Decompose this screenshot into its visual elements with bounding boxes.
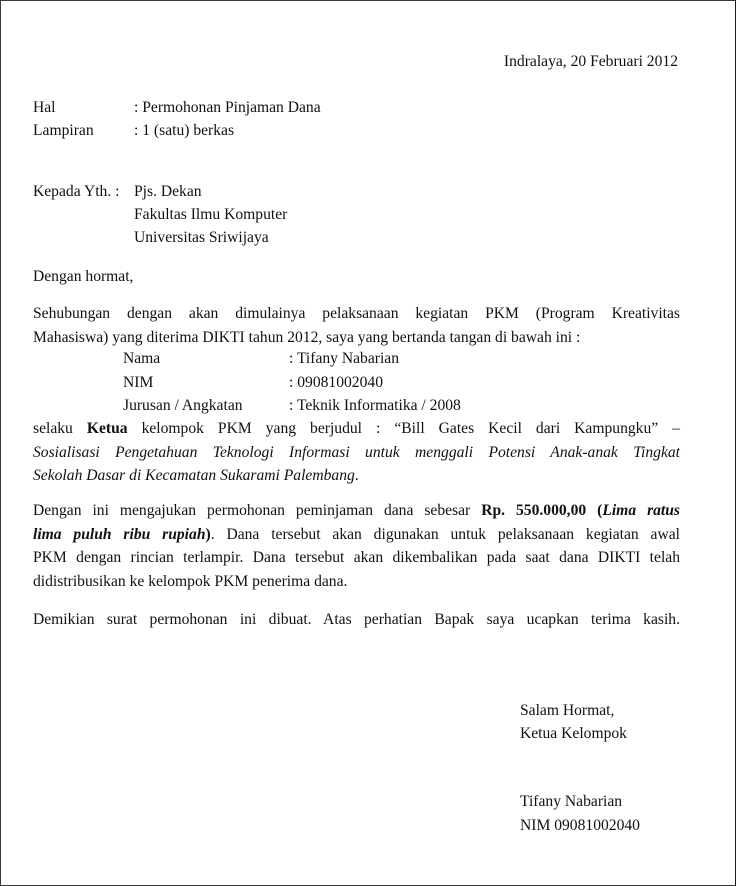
role-paragraph [33,417,680,488]
request-line [33,499,680,523]
request-line [33,523,680,547]
project-title-italic: Sosialisasi Pengetahuan Teknologi Informasi untuk menggali Potensi Anak-anak Tingkat [33,443,680,461]
request-paragraph [33,499,680,593]
request-amount-words: Lima ratus [602,502,681,519]
identity-label-nim: NIM [123,374,154,391]
role-prefix: selaku [33,420,87,437]
identity-value-name: : Tifany Nabarian [289,350,400,367]
request-rest: . Dana tersebut akan digunakan untuk pelaksanaan kegiatan awal [210,525,680,543]
role-line [33,441,680,465]
role-line [33,417,680,441]
identity-label-name: Nama [123,350,161,367]
intro-paragraph [33,302,680,349]
role-line [33,464,680,488]
recipient-label: Kepada Yth. : [33,183,120,200]
signature-salutation: Salam Hormat, [520,702,615,719]
attachment-label: Lampiran [33,122,94,139]
identity-value-nim: : 09081002040 [289,374,383,391]
project-title-italic: Sekolah Dasar di Kecamatan Sukarami Palembang [33,467,355,484]
request-open-paren: ( [586,502,603,519]
recipient-line: Fakultas Ilmu Komputer [134,206,288,223]
request-amount: Rp. 550.000,00 [481,502,587,519]
greeting: Dengan hormat, [33,268,134,285]
subject-label: Hal [33,99,56,116]
signature-position: Ketua Kelompok [520,725,627,742]
intro-line: Mahasiswa) yang diterima DIKTI tahun 2012, saya yang bertanda tangan di bawah ini : [33,328,581,346]
place-date: Indralaya, 20 Februari 2012 [503,53,678,70]
request-close-paren: ) [205,525,211,543]
request-line: PKM dengan rincian terlampir. Dana tersebut akan dikembalikan pada saat dana DIKTI telah [33,549,680,566]
attachment-value: : 1 (satu) berkas [134,122,235,139]
intro-line: Sehubungan dengan akan dimulainya pelaksanaan kegiatan PKM (Program Kreativitas [33,305,680,322]
recipient-line: Universitas Sriwijaya [134,229,269,246]
request-amount-words: lima puluh ribu rupiah [33,525,206,543]
role-rest: kelompok PKM yang berjudul : “Bill Gates Kecil dari Kampungku” – [127,420,680,437]
identity-value-major: : Teknik Informatika / 2008 [289,397,461,414]
role-end: . [354,467,359,484]
closing-paragraph [33,608,680,632]
request-prefix: Dengan ini mengajukan permohonan peminjaman dana sebesar [33,502,482,519]
request-line: didistribusikan ke kelompok PKM penerima dana. [33,572,348,590]
recipient-line: Pjs. Dekan [134,183,202,200]
closing-line: Demikian surat permohonan ini dibuat. Atas perhatian Bapak saya ucapkan terima kasih. [33,611,680,628]
identity-label-major: Jurusan / Angkatan [123,397,243,414]
subject-value: : Permohonan Pinjaman Dana [134,99,321,116]
signature-name: Tifany Nabarian [520,793,623,810]
role-bold: Ketua [86,420,128,437]
signature-nim: NIM 09081002040 [520,817,640,834]
